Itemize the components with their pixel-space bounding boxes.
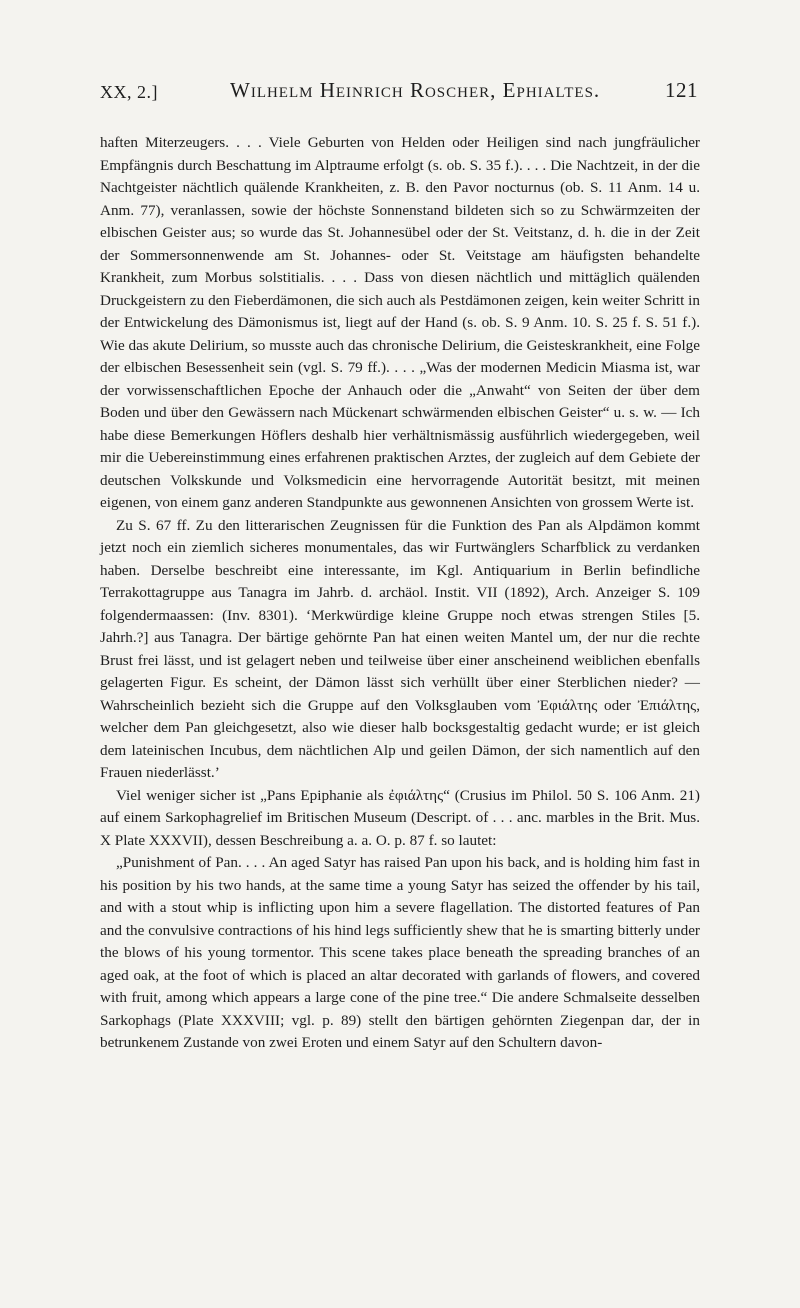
running-head: [100, 78, 698, 108]
paragraph-1: haften Miterzeugers. . . . Viele Geburten von Helden oder Heiligen sind nach jungfräulicher Empfängnis durch Beschattung im Alptraume erfolgt (s. ob. S. 35 f.). . . . Die Nachtzeit, in der die Nachtgeister nächtlich quälende Krankheiten, z. B. den Pavor nocturnus (ob. S. 11 Anm. 14 u. Anm. 77), veranlassen, sowie der höchste Sonnenstand bildeten sich so zu Schwärmzeiten der elbischen Geister aus; so wurde das St. Johannesübel oder der St. Veitstanz, d. h. die in der Zeit der Sommersonnenwende am St. Johannes- oder St. Veitstage am häufigsten behandelte Krankheit, zum Morbus solstitialis. . . . Dass von diesen nächtlich und mittäglich quälenden Druckgeistern zu den Fieberdämonen, die sich auch als Pestdämonen zeigen, kein weiter Schritt in der Entwickelung des Dämonismus ist, liegt auf der Hand (s. ob. S. 9 Anm. 10. S. 25 f. S. 51 f.). Wie das akute Delirium, so musste auch das chronische Delirium, die Geisteskrankheit, eine Folge der elbischen Besessenheit sein (vgl. S. 79 ff.). . . . „Was der modernen Medicin Miasma ist, war der vorwissenschaftlichen Epoche der Anhauch oder die „Anwaht“ von Seiten der über dem Boden und über den Gewässern nach Mückenart schwärmenden elbischen Geister“ u. s. w. — Ich habe diese Bemerkungen Höflers deshalb hier verhältnismässig ausführlich wiedergegeben, weil mir die Uebereinstimmung eines erfahrenen praktischen Arztes, der zugleich auf dem Gebiete der deutschen Volkskunde und Volksmedicin eine hervorragende Autorität besitzt, mit meinen eigenen, von einem ganz anderen Standpunkte aus gewonnenen Ansichten von grossem Werte ist.: [100, 134, 700, 511]
paragraph-4: „Punishment of Pan. . . . An aged Satyr has raised Pan upon his back, and is holding him fast in his position by his two hands, at the same time a young Satyr has seized the offender by his tail, and with a stout whip is inflicting upon him a severe flagellation. The distorted features of Pan and the convulsive contractions of his hind legs sufficiently shew that he is smarting bitterly under the blows of his young tormentor. This scene takes place beneath the spreading branches of an aged oak, at the foot of which is placed an altar decorated with garlands of flowers, and covered with fruit, among which appears a large cone of the pine tree.“ Die andere Schmalseite desselben Sarkophags (Plate XXXVIII; vgl. p. 89) stellt den bärtigen gehörnten Ziegenpan dar, der in betrunkenem Zustande von zwei Eroten und einem Satyr auf den Schultern davon-: [100, 854, 700, 1051]
paragraph-2: Zu S. 67 ff. Zu den litterarischen Zeugnissen für die Funktion des Pan als Alpdämon kommt jetzt noch ein ziemlich sicheres monumentales, das wir Furtwänglers Scharfblick zu verdanken haben. Derselbe beschreibt eine interessante, im Kgl. Antiquarium in Berlin befindliche Terrakottagruppe aus Tanagra im Jahrb. d. archäol. Instit. VII (1892), Arch. Anzeiger S. 109 folgendermaassen: (Inv. 8301). ‘Merkwürdige kleine Gruppe noch etwas strengen Stiles [5. Jahrh.?] aus Tanagra. Der bärtige gehörnte Pan hat einen weiten Mantel um, der nur die rechte Brust frei lässt, und ist gelagert neben und teilweise über einer anscheinend weiblichen ebenfalls gelagerten Figur. Es scheint, der Dämon lässt sich verhüllt über einer Sterblichen nieder? — Wahrscheinlich bezieht sich die Gruppe auf den Volksglauben vom Ἐφιάλτης oder Ἐπιάλτης, welcher dem Pan gleichgesetzt, also wie dieser halb bocksgestaltig gedacht wurde; er ist gleich dem lateinischen Incubus, dem nächtlichen Alp und geilen Dämon, der sich namentlich auf den Frauen niederlässt.’: [100, 516, 700, 781]
page-number: 121: [665, 78, 698, 102]
paragraph-3: Viel weniger sicher ist „Pans Epiphanie als ἐφιάλτης“ (Crusius im Philol. 50 S. 106 Anm. 21) auf einem Sarkophagrelief im Britischen Museum (Descript. of . . . anc. marbles in the Brit. Mus. X Plate XXXVII), dessen Beschreibung a. a. O. p. 87 f. so lautet:: [100, 786, 700, 849]
body-text: [100, 132, 700, 1055]
volume-reference: XX, 2.]: [100, 82, 158, 102]
running-title: Wilhelm Heinrich Roscher, Ephialtes.: [230, 78, 601, 102]
